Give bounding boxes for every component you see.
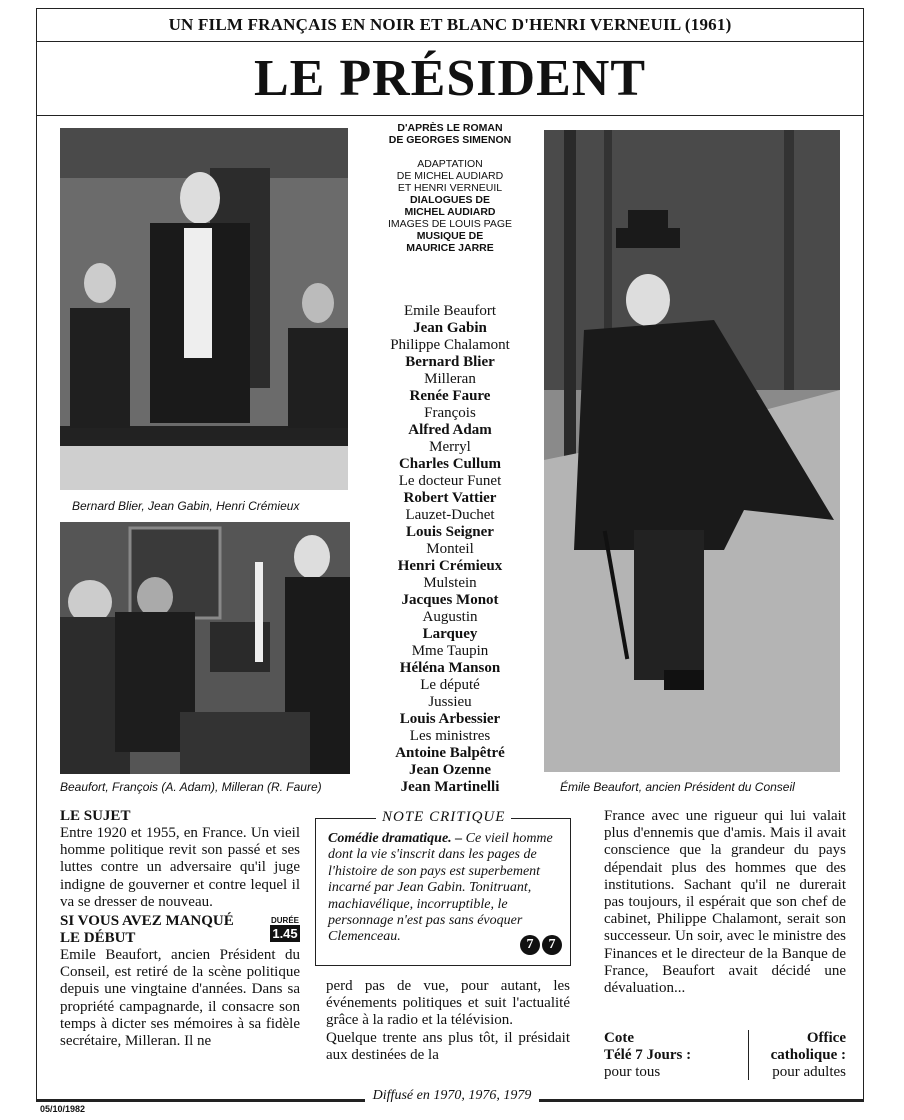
photo-beaufort-walking [544, 130, 840, 772]
credit-line: MAURICE JARRE [406, 242, 494, 254]
credit-line: DE MICHEL AUDIARD [396, 170, 504, 182]
broadcast-footer [0, 1088, 904, 1104]
cast-list [352, 303, 548, 796]
rating-cote-right [756, 1030, 846, 1081]
credit-line: IMAGES DE LOUIS PAGE [387, 218, 513, 230]
rating-badges [520, 935, 562, 955]
cote-left-line3: pour tous [604, 1064, 661, 1080]
debut-heading: SI VOUS AVEZ MANQUÉ LE DÉBUT [60, 913, 234, 947]
photo-cabinet-scene [60, 128, 348, 490]
credit-line: MUSIQUE DE [416, 230, 484, 242]
sujet-text: Entre 1920 et 1955, en France. Un vieil homme politique revit son passé et ses luttes contre un adversaire qu'il juge indigne de gouverner et contre lequel il va se dresser de nouveau. [60, 825, 300, 910]
cast-role: Milleran [424, 371, 476, 387]
credit-spacer [362, 146, 538, 158]
critic-note-lead: Comédie dramatique. – [328, 831, 463, 846]
credit-line: ET HENRI VERNEUIL [397, 182, 503, 194]
cast-actor: Robert Vattier [403, 490, 497, 506]
cast-actor: Louis Seigner [406, 524, 494, 540]
right-column [604, 808, 846, 997]
issue-date: 05/10/1982 [40, 1104, 86, 1114]
credit-line: D'APRÈS LE ROMAN [397, 122, 503, 134]
cast-role: Lauzet-Duchet [405, 507, 495, 523]
cast-role: Emile Beaufort [403, 303, 497, 319]
rating-icon: 7 [520, 935, 540, 955]
cote-left-line1: Cote [604, 1030, 634, 1046]
cote-divider [748, 1030, 749, 1080]
duration-value: 1.45 [270, 925, 300, 942]
cast-actor: Louis Arbessier [399, 711, 501, 727]
cote-right-line1: Office [806, 1030, 846, 1046]
cast-actor: Henri Crémieux [397, 558, 503, 574]
rating-cote-left [604, 1030, 691, 1081]
cast-actor: Jean Martinelli [400, 779, 500, 795]
cast-actor: Héléna Manson [399, 660, 501, 676]
debut-text-continued: perd pas de vue, pour autant, les événements politiques et suit l'actualité grâce à la radio et la télévision. [326, 978, 570, 1029]
duration-label: DURÉE [270, 916, 299, 925]
page-title: LE PRÉSIDENT [37, 43, 863, 116]
cast-actor: Antoine Balpêtré [395, 745, 505, 761]
cast-role: Le député [420, 677, 480, 693]
cast-role: Le docteur Funet [398, 473, 502, 489]
photo3-caption: Émile Beaufort, ancien Président du Conseil [560, 780, 795, 794]
film-info-line: UN FILM FRANÇAIS EN NOIR ET BLANC D'HENRI VERNEUIL (1961) [37, 9, 863, 42]
critic-note-title: NOTE CRITIQUE [376, 809, 511, 825]
photo-study-scene [60, 522, 350, 774]
credit-line: DIALOGUES DE [410, 194, 490, 206]
cast-role: François [424, 405, 476, 421]
photo1-caption: Bernard Blier, Jean Gabin, Henri Crémieux [72, 499, 300, 513]
middle-column [326, 978, 570, 1064]
cast-role: Merryl [429, 439, 471, 455]
cote-left-line2: Télé 7 Jours : [604, 1047, 692, 1063]
left-column [60, 808, 300, 1050]
cast-actor: Jacques Monot [401, 592, 499, 608]
debut-text-continued-2: Quelque trente ans plus tôt, il présidait aux destinées de la [326, 1029, 570, 1063]
cast-actor: Alfred Adam [408, 422, 492, 438]
cast-role: Mme Taupin [411, 643, 489, 659]
cast-role: Monteil [426, 541, 474, 557]
cote-right-line3: pour adultes [772, 1064, 846, 1080]
cast-actor: Jean Gabin [413, 320, 487, 336]
production-credits [362, 122, 538, 254]
cast-actor: Jean Ozenne [408, 762, 492, 778]
cote-right-line2: catholique : [770, 1047, 846, 1063]
debut-text: Emile Beaufort, ancien Président du Conseil, est retiré de la scène politique depuis une vingtaine d'années. Dans sa propriété campagnarde, il consacre son temps à dicter ses mémoires à sa fidèle secrétaire, Milleran. Il ne [60, 947, 300, 1050]
cast-role: Augustin [422, 609, 478, 625]
cast-actor: Renée Faure [409, 388, 491, 404]
cast-actor: Larquey [422, 626, 478, 642]
cast-role: Philippe Chalamont [390, 337, 510, 353]
critic-note-text: Ce vieil homme dont la vie s'inscrit dans les pages de l'histoire de son pays est superbement incarné par Jean Gabin. Tonitruant, machiavélique, incorruptible, le personnage n'est pas sans évoquer Clemenceau. [328, 831, 553, 945]
cast-actor: Bernard Blier [405, 354, 495, 370]
duration-badge [270, 916, 300, 942]
sujet-heading: LE SUJET [60, 808, 131, 824]
credit-line: DE GEORGES SIMENON [388, 134, 512, 146]
rating-icon: 7 [542, 935, 562, 955]
cast-role: Les ministres [409, 728, 491, 744]
cast-role: Mulstein [423, 575, 477, 591]
debut-text-continued-3: France avec une rigueur qui lui valait plus d'ennemis que d'amis. Mais il avait conscience que la grandeur du pays dépendait plus des hommes que des institutions. Sachant qu'il ne durerait pas toujours, il espérait que son chef de cabinet, Philippe Chalamont, serait son successeur. Un soir, avec le ministre des Finances et le directeur de la Banque de France, Beaufort avait décidé une dévaluation... [604, 808, 846, 997]
credit-line: ADAPTATION [417, 158, 483, 170]
broadcast-dates: Diffusé en 1970, 1976, 1979 [365, 1088, 540, 1103]
photo2-caption: Beaufort, François (A. Adam), Milleran (R. Faure) [60, 780, 322, 794]
critic-note-box [315, 809, 571, 966]
credit-line: MICHEL AUDIARD [404, 206, 496, 218]
cast-actor: Charles Cullum [398, 456, 502, 472]
cast-role: Jussieu [428, 694, 472, 710]
